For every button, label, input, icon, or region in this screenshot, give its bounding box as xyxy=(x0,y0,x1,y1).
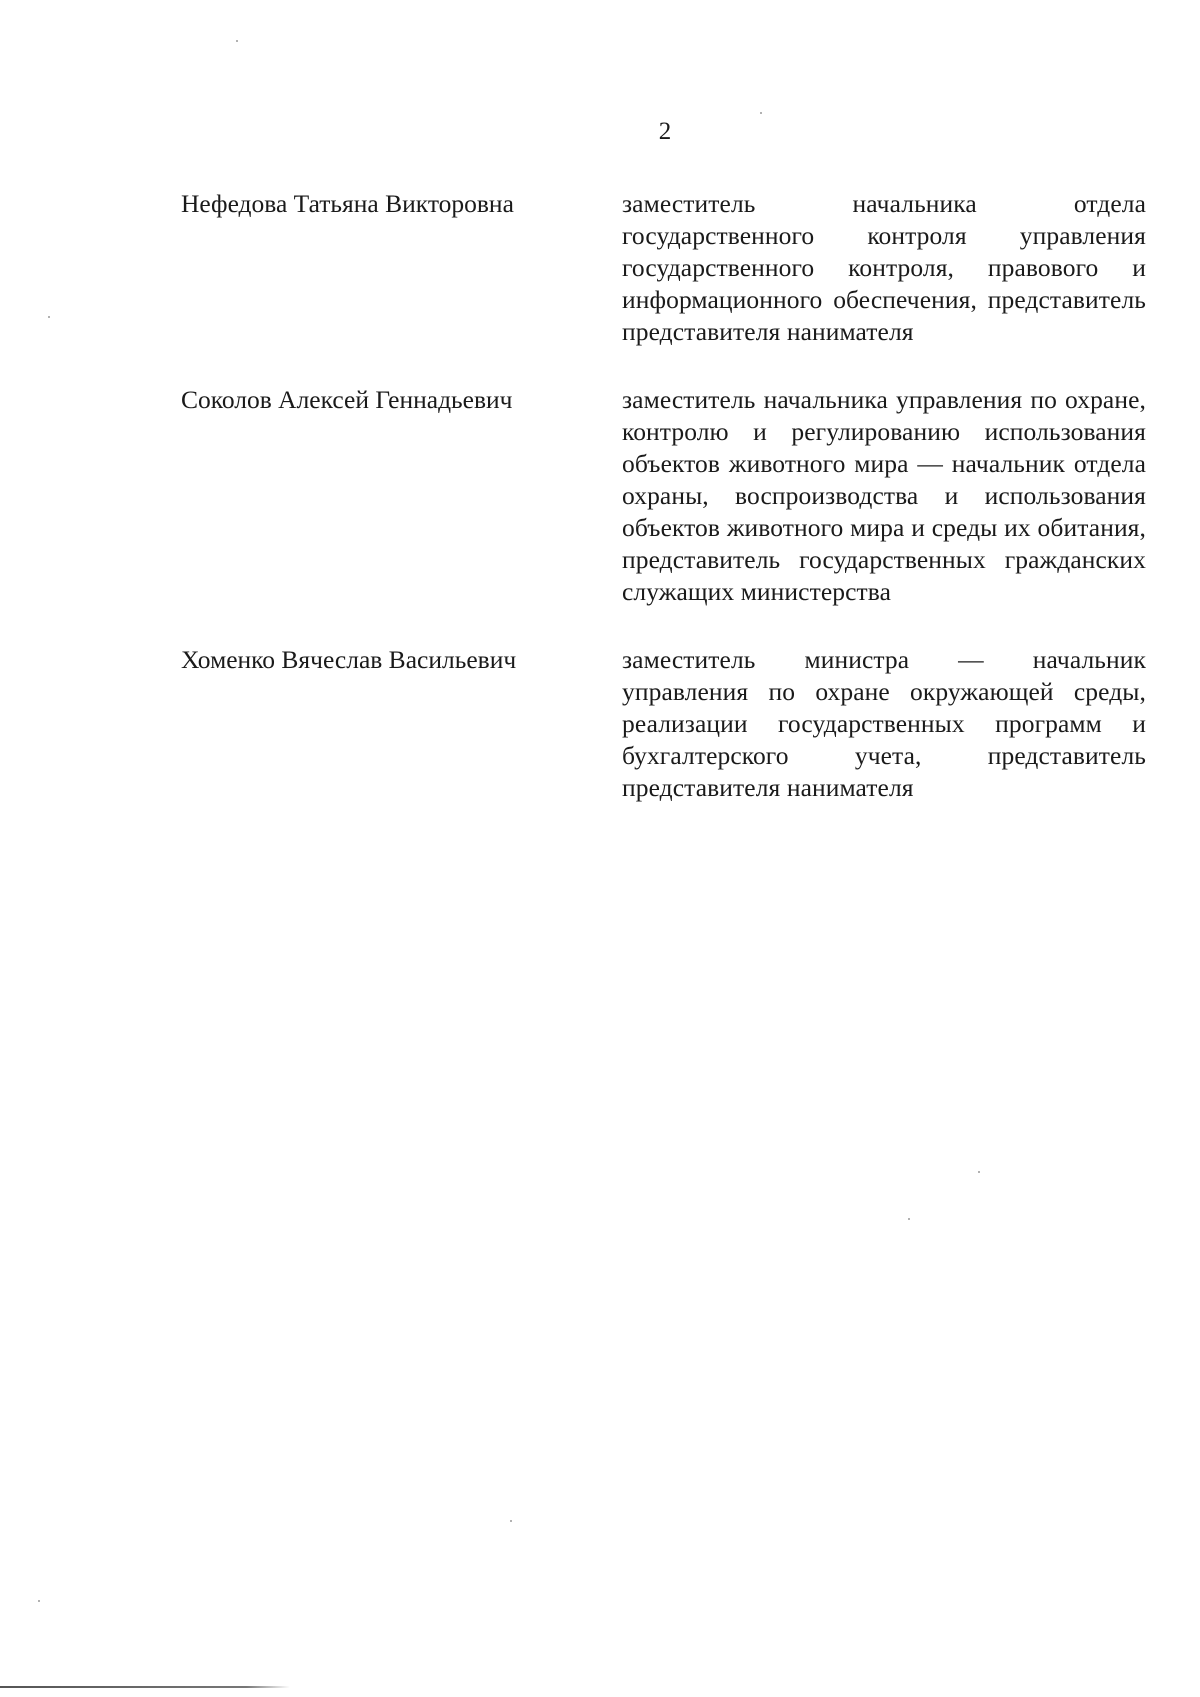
scan-edge-line xyxy=(0,1686,290,1688)
member-position: заместитель начальника отдела государственного контроля управления государственного контроля, правового и информационного обеспечения, представитель представителя нанимателя xyxy=(622,189,1146,346)
member-position: заместитель начальника управления по охране, контролю и регулированию использования объектов животного мира — начальник отдела охраны, воспроизводства и использования объектов животного мира и среды их обитания, представитель государственных гражданских служащих министерства xyxy=(622,385,1146,606)
scan-speck xyxy=(908,1218,910,1220)
member-row xyxy=(181,644,1146,804)
scan-speck xyxy=(38,1600,40,1602)
member-name: Соколов Алексей Геннадьевич xyxy=(181,385,513,414)
scan-speck xyxy=(760,112,762,114)
scan-speck xyxy=(48,316,50,318)
page-number: 2 xyxy=(658,118,672,145)
member-row xyxy=(181,384,1146,608)
member-position: заместитель министра — начальник управления по охране окружающей среды, реализации государственных программ и бухгалтерского учета, представитель представителя нанимателя xyxy=(622,645,1146,802)
member-name: Нефедова Татьяна Викторовна xyxy=(181,189,514,218)
member-row xyxy=(181,188,1146,348)
scan-speck xyxy=(510,1520,512,1522)
commission-members-list xyxy=(181,188,1146,804)
scan-speck xyxy=(978,1171,980,1173)
scan-speck xyxy=(236,40,238,42)
member-name: Хоменко Вячеслав Васильевич xyxy=(181,645,517,674)
